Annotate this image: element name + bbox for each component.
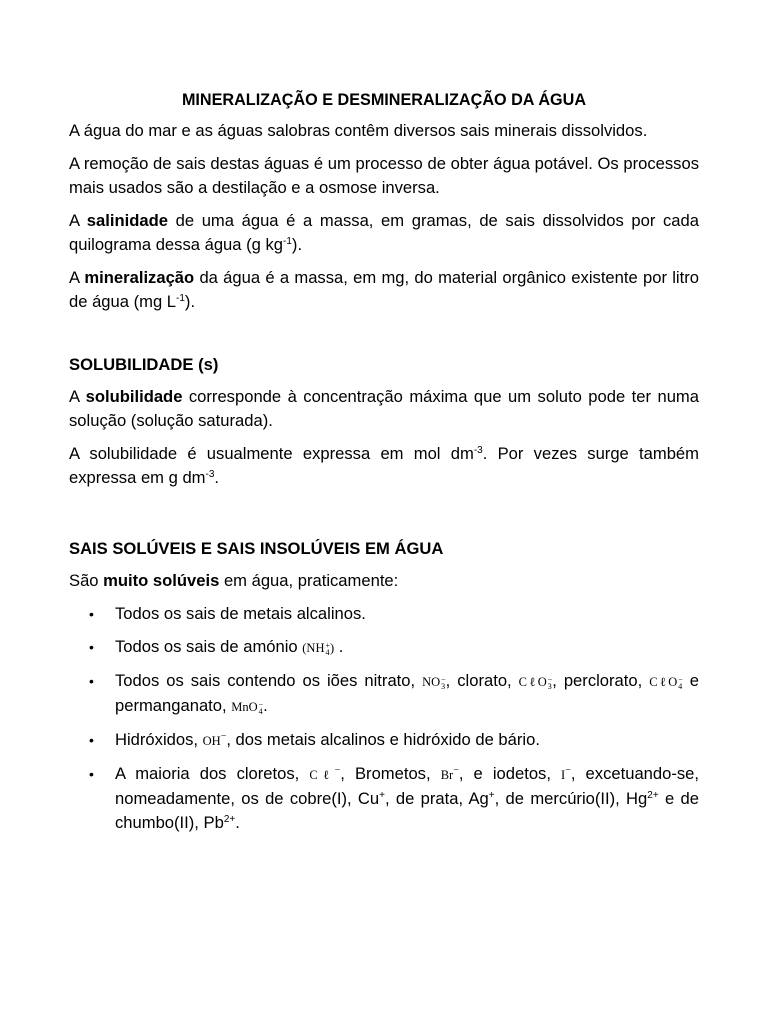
section-heading-solubility: SOLUBILIDADE (s) (69, 355, 219, 374)
term-mineralizacao: mineralização (84, 268, 195, 287)
list-item: • A maioria dos cloretos, Cℓ−, Brometos, Br−, e iodetos, I−, excetuando-se, nomeadamente, os de cobre(I), Cu+, de prata, Ag+, de mercúrio(II), $Hg^{2+}$ e de chumbo(II), $Pb^{2+}$. (89, 764, 700, 832)
list-item: • Todos os sais de metais alcalinos. (115, 602, 699, 626)
bullet-icon: • (89, 673, 94, 689)
hydroxide-formula: OH− (202, 731, 227, 748)
document-content (69, 88, 699, 844)
salinity-definition: A salinidade de uma água é a massa, em gramas, de sais dissolvidos por cada quilograma dessa água (g $kg^{-1}$). (69, 211, 699, 254)
bromide-formula: Br− (440, 765, 459, 782)
term-salinidade: salinidade (86, 211, 168, 230)
solubility-units: A solubilidade é usualmente expressa em mol $dm^{-3}$. Por vezes surge também expressa em g $dm^{-3}$. (69, 444, 699, 487)
page-title: MINERALIZAÇÃO E DESMINERALIZAÇÃO DA ÁGUA (181, 91, 587, 109)
bullet-icon: • (89, 639, 94, 655)
list-item: • Hidróxidos, OH−, dos metais alcalinos e hidróxido de bário. (115, 728, 699, 753)
list-item: • Todos os sais de amónio (NH + 4 ) . (89, 637, 344, 658)
permanganate-formula: MnO − 4 (231, 700, 264, 717)
intro-paragraph-1: A água do mar e as águas salobras contêm diversos sais minerais dissolvidos. (69, 121, 648, 140)
solubility-definition: A solubilidade corresponde à concentração máxima que um soluto pode ter numa solução (solução saturada). (69, 387, 699, 430)
nitrate-formula: NO − 3 (422, 675, 446, 692)
section-heading-salts: SAIS SOLÚVEIS E SAIS INSOLÚVEIS EM ÁGUA (69, 539, 444, 558)
perchlorate-formula: CℓO − 4 (649, 675, 683, 692)
salts-intro: São muito solúveis em água, praticamente: (69, 571, 399, 590)
soluble-salts-list (69, 602, 699, 835)
bullet-icon: • (89, 732, 94, 748)
list-item: • Todos os sais contendo os iões nitrato, NO − 3 , clorato, CℓO − 3 , perclorato, CℓO − 4 e permanganato, MnO − 4 . (89, 671, 699, 717)
bullet-icon: • (89, 606, 94, 622)
chloride-formula: Cℓ− (309, 765, 341, 782)
iodide-formula: I− (561, 765, 571, 782)
term-solubilidade: solubilidade (85, 387, 183, 406)
bullet-icon: • (89, 766, 94, 782)
term-muito-soluveis: muito solúveis (103, 571, 220, 590)
intro-paragraph-2: A remoção de sais destas águas é um processo de obter água potável. Os processos mais usados são a destilação e a osmose inversa. (69, 154, 699, 197)
chlorate-formula: CℓO − 3 (518, 675, 553, 692)
ammonium-formula: (NH + 4 ) (302, 641, 335, 658)
mineralization-definition: A mineralização da água é a massa, em mg, do material orgânico existente por litro de água (mg $L^{-1}$). (69, 268, 699, 311)
